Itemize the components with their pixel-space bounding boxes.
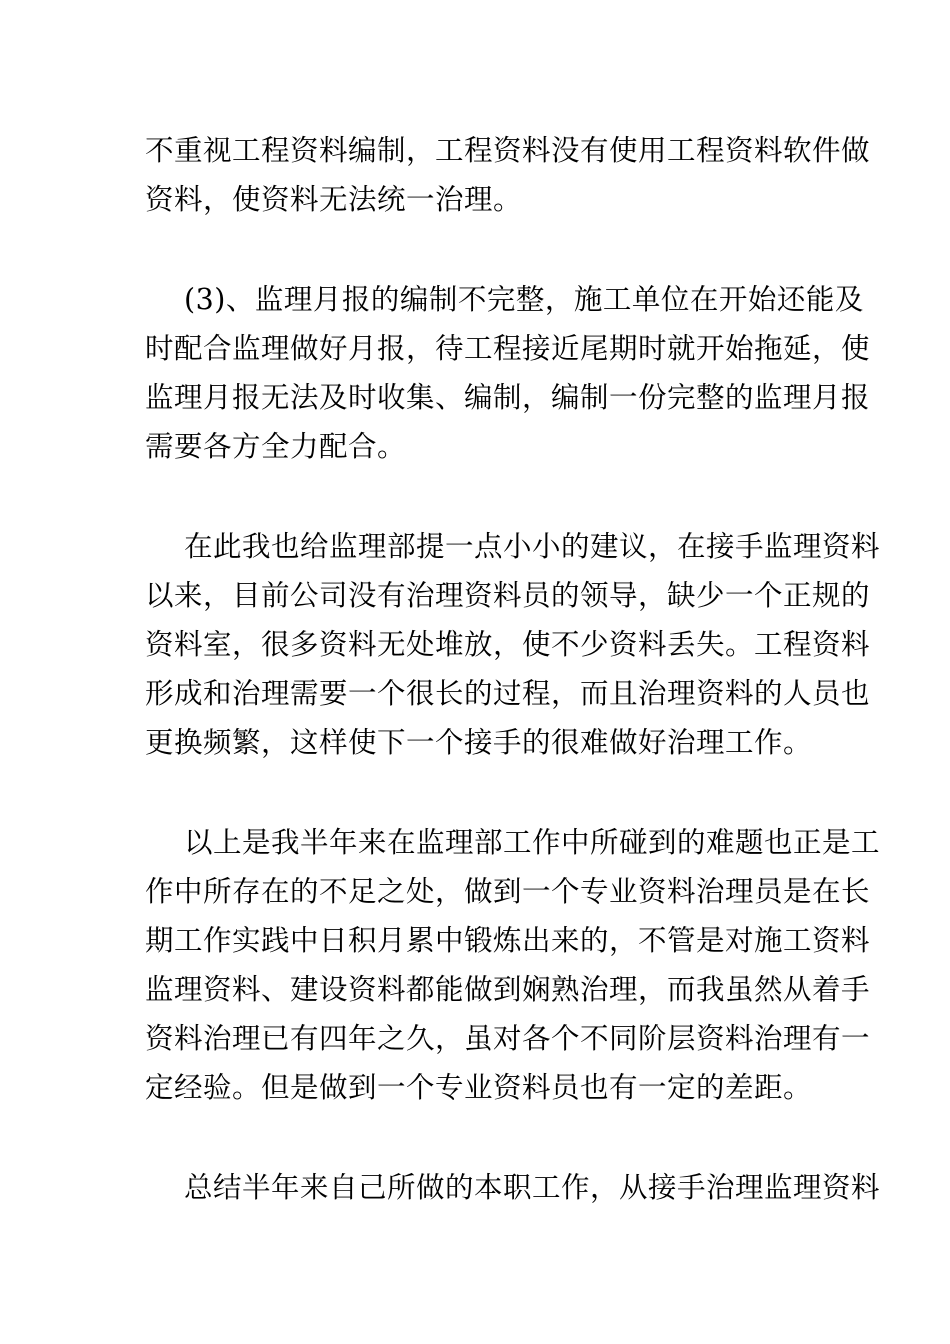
paragraph-line: 不重视工程资料编制，工程资料没有使用工程资料软件做 xyxy=(145,134,871,167)
paragraph-line: 以来，目前公司没有治理资料员的领导，缺少一个正规的 xyxy=(145,579,871,612)
paragraph-line: 监理资料、建设资料都能做到娴熟治理，而我虽然从着手 xyxy=(145,973,871,1006)
paragraph-line: 需要各方全力配合。 xyxy=(145,430,407,463)
paragraph-line: 定经验。但是做到一个专业资料员也有一定的差距。 xyxy=(145,1071,813,1104)
paragraph-line: 资料治理已有四年之久，虽对各个不同阶层资料治理有一 xyxy=(145,1022,871,1055)
paragraph-line: 更换频繁，这样使下一个接手的很难做好治理工作。 xyxy=(145,726,813,759)
paragraph-line: 资料，使资料无法统一治理。 xyxy=(145,183,523,216)
paragraph-line: 形成和治理需要一个很长的过程，而且治理资料的人员也 xyxy=(145,677,871,710)
paragraph-line: 时配合监理做好月报，待工程接近尾期时就开始拖延，使 xyxy=(145,332,871,365)
paragraph-line: 资料室，很多资料无处堆放，使不少资料丢失。工程资料 xyxy=(145,628,871,661)
paragraph-line: (3)、监理月报的编制不完整，施工单位在开始还能及 xyxy=(184,283,864,316)
paragraph-line: 在此我也给监理部提一点小小的建议，在接手监理资料 xyxy=(184,530,881,563)
paragraph-line: 监理月报无法及时收集、编制，编制一份完整的监理月报 xyxy=(145,381,871,414)
paragraph-line: 以上是我半年来在监理部工作中所碰到的难题也正是工 xyxy=(184,826,881,859)
paragraph-line: 作中所存在的不足之处，做到一个专业资料治理员是在长 xyxy=(145,875,871,908)
paragraph-line: 期工作实践中日积月累中锻炼出来的，不管是对施工资料 xyxy=(145,924,871,957)
paragraph-line: 总结半年来自己所做的本职工作，从接手治理监理资料 xyxy=(184,1171,881,1204)
